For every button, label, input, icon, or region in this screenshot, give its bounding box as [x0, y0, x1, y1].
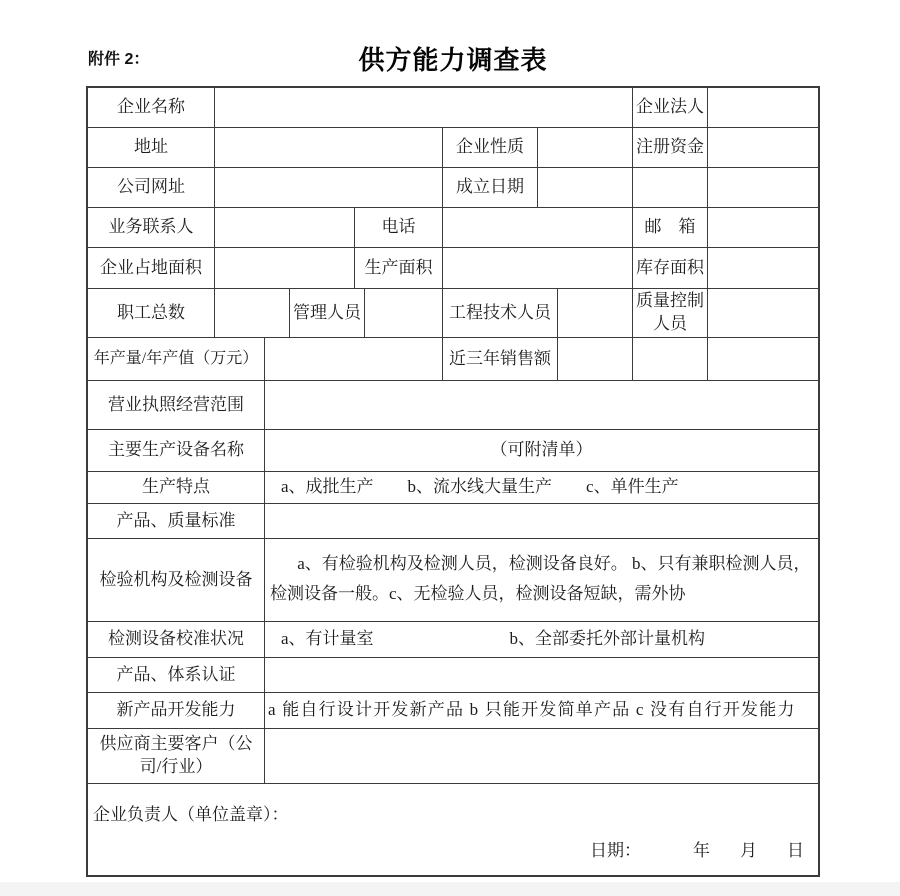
phone-label: 电话 — [355, 208, 443, 248]
production-area-field[interactable] — [443, 248, 633, 289]
annual-output-label: 年产量/年产值（万元） — [88, 338, 265, 381]
business-contact-label: 业务联系人 — [88, 208, 215, 248]
recent-sales-field-2[interactable] — [633, 338, 708, 381]
license-scope-field[interactable] — [265, 381, 818, 430]
engineering-staff-field[interactable] — [558, 289, 633, 338]
calibration-status-label: 检测设备校准状况 — [88, 622, 265, 658]
management-staff-label: 管理人员 — [290, 289, 365, 338]
established-date-label: 成立日期 — [443, 168, 538, 208]
new-product-capability-label: 新产品开发能力 — [88, 693, 265, 729]
development-options-cell: a 能自行设计开发新产品 b 只能开发简单产品 c 没有自行开发能力 — [265, 693, 818, 729]
address-field[interactable] — [215, 128, 443, 168]
equipment-note-cell: （可附清单） — [265, 430, 818, 472]
email-field[interactable] — [708, 208, 818, 248]
company-nature-label: 企业性质 — [443, 128, 538, 168]
production-area-label: 生产面积 — [355, 248, 443, 289]
registered-capital-label: 注册资金 — [633, 128, 708, 168]
supplier-survey-table — [86, 86, 820, 877]
business-contact-field[interactable] — [215, 208, 355, 248]
certification-field[interactable] — [265, 658, 818, 693]
production-options-cell: a、成批生产 b、流水线大量生产 c、单件生产 — [265, 472, 818, 504]
company-name-field[interactable] — [215, 88, 633, 128]
year-label: 年 — [693, 840, 710, 860]
month-label: 月 — [740, 840, 757, 860]
date-label: 日期： — [590, 840, 641, 860]
annual-output-field[interactable] — [265, 338, 443, 381]
page-bottom-edge — [0, 882, 900, 896]
qc-staff-field[interactable] — [708, 289, 818, 338]
calibration-options-cell: a、有计量室 b、全部委托外部计量机构 — [265, 622, 818, 658]
website-label: 公司网址 — [88, 168, 215, 208]
signature-row — [88, 784, 818, 875]
land-area-label: 企业占地面积 — [88, 248, 215, 289]
signature-label: 企业负责人（单位盖章）： — [93, 805, 289, 824]
legal-person-field[interactable] — [708, 88, 818, 128]
email-label: 邮 箱 — [633, 208, 708, 248]
main-customers-label: 供应商主要客户（公司/行业） — [88, 729, 265, 784]
product-standard-field[interactable] — [265, 504, 818, 539]
qc-staff-label: 质量控制人员 — [633, 289, 708, 338]
date-line — [88, 840, 818, 863]
warehouse-area-field[interactable] — [708, 248, 818, 289]
row3-blank-field-1[interactable] — [633, 168, 708, 208]
license-scope-label: 营业执照经营范围 — [88, 381, 265, 430]
established-date-field[interactable] — [538, 168, 633, 208]
main-equipment-label: 主要生产设备名称 — [88, 430, 265, 472]
attachment-label: 附件 2： — [88, 51, 150, 68]
recent-sales-label: 近三年销售额 — [443, 338, 558, 381]
warehouse-area-label: 库存面积 — [633, 248, 708, 289]
certification-label: 产品、体系认证 — [88, 658, 265, 693]
recent-sales-field-1[interactable] — [558, 338, 633, 381]
company-nature-field[interactable] — [538, 128, 633, 168]
inspection-options-cell — [265, 539, 818, 622]
land-area-field[interactable] — [215, 248, 355, 289]
registered-capital-field[interactable] — [708, 128, 818, 168]
legal-person-label: 企业法人 — [633, 88, 708, 128]
phone-field[interactable] — [443, 208, 633, 248]
inspection-options-text: a、有检验机构及检测人员，检测设备良好。 b、只有兼职检测人员，检测设备一般。c、无检验人员，检测设备短缺，需外协 — [270, 554, 811, 603]
engineering-staff-label: 工程技术人员 — [443, 289, 558, 338]
product-quality-standard-label: 产品、质量标准 — [88, 504, 265, 539]
inspection-org-label: 检验机构及检测设备 — [88, 539, 265, 622]
management-staff-field[interactable] — [365, 289, 443, 338]
page-title: 供方能力调查表 — [358, 45, 548, 75]
main-customers-field[interactable] — [265, 729, 818, 784]
production-features-label: 生产特点 — [88, 472, 265, 504]
website-field[interactable] — [215, 168, 443, 208]
row3-blank-field-2[interactable] — [708, 168, 818, 208]
total-staff-label: 职工总数 — [88, 289, 215, 338]
address-label: 地址 — [88, 128, 215, 168]
day-label: 日 — [787, 840, 804, 860]
company-name-label: 企业名称 — [88, 88, 215, 128]
total-staff-field[interactable] — [215, 289, 290, 338]
recent-sales-field-3[interactable] — [708, 338, 818, 381]
